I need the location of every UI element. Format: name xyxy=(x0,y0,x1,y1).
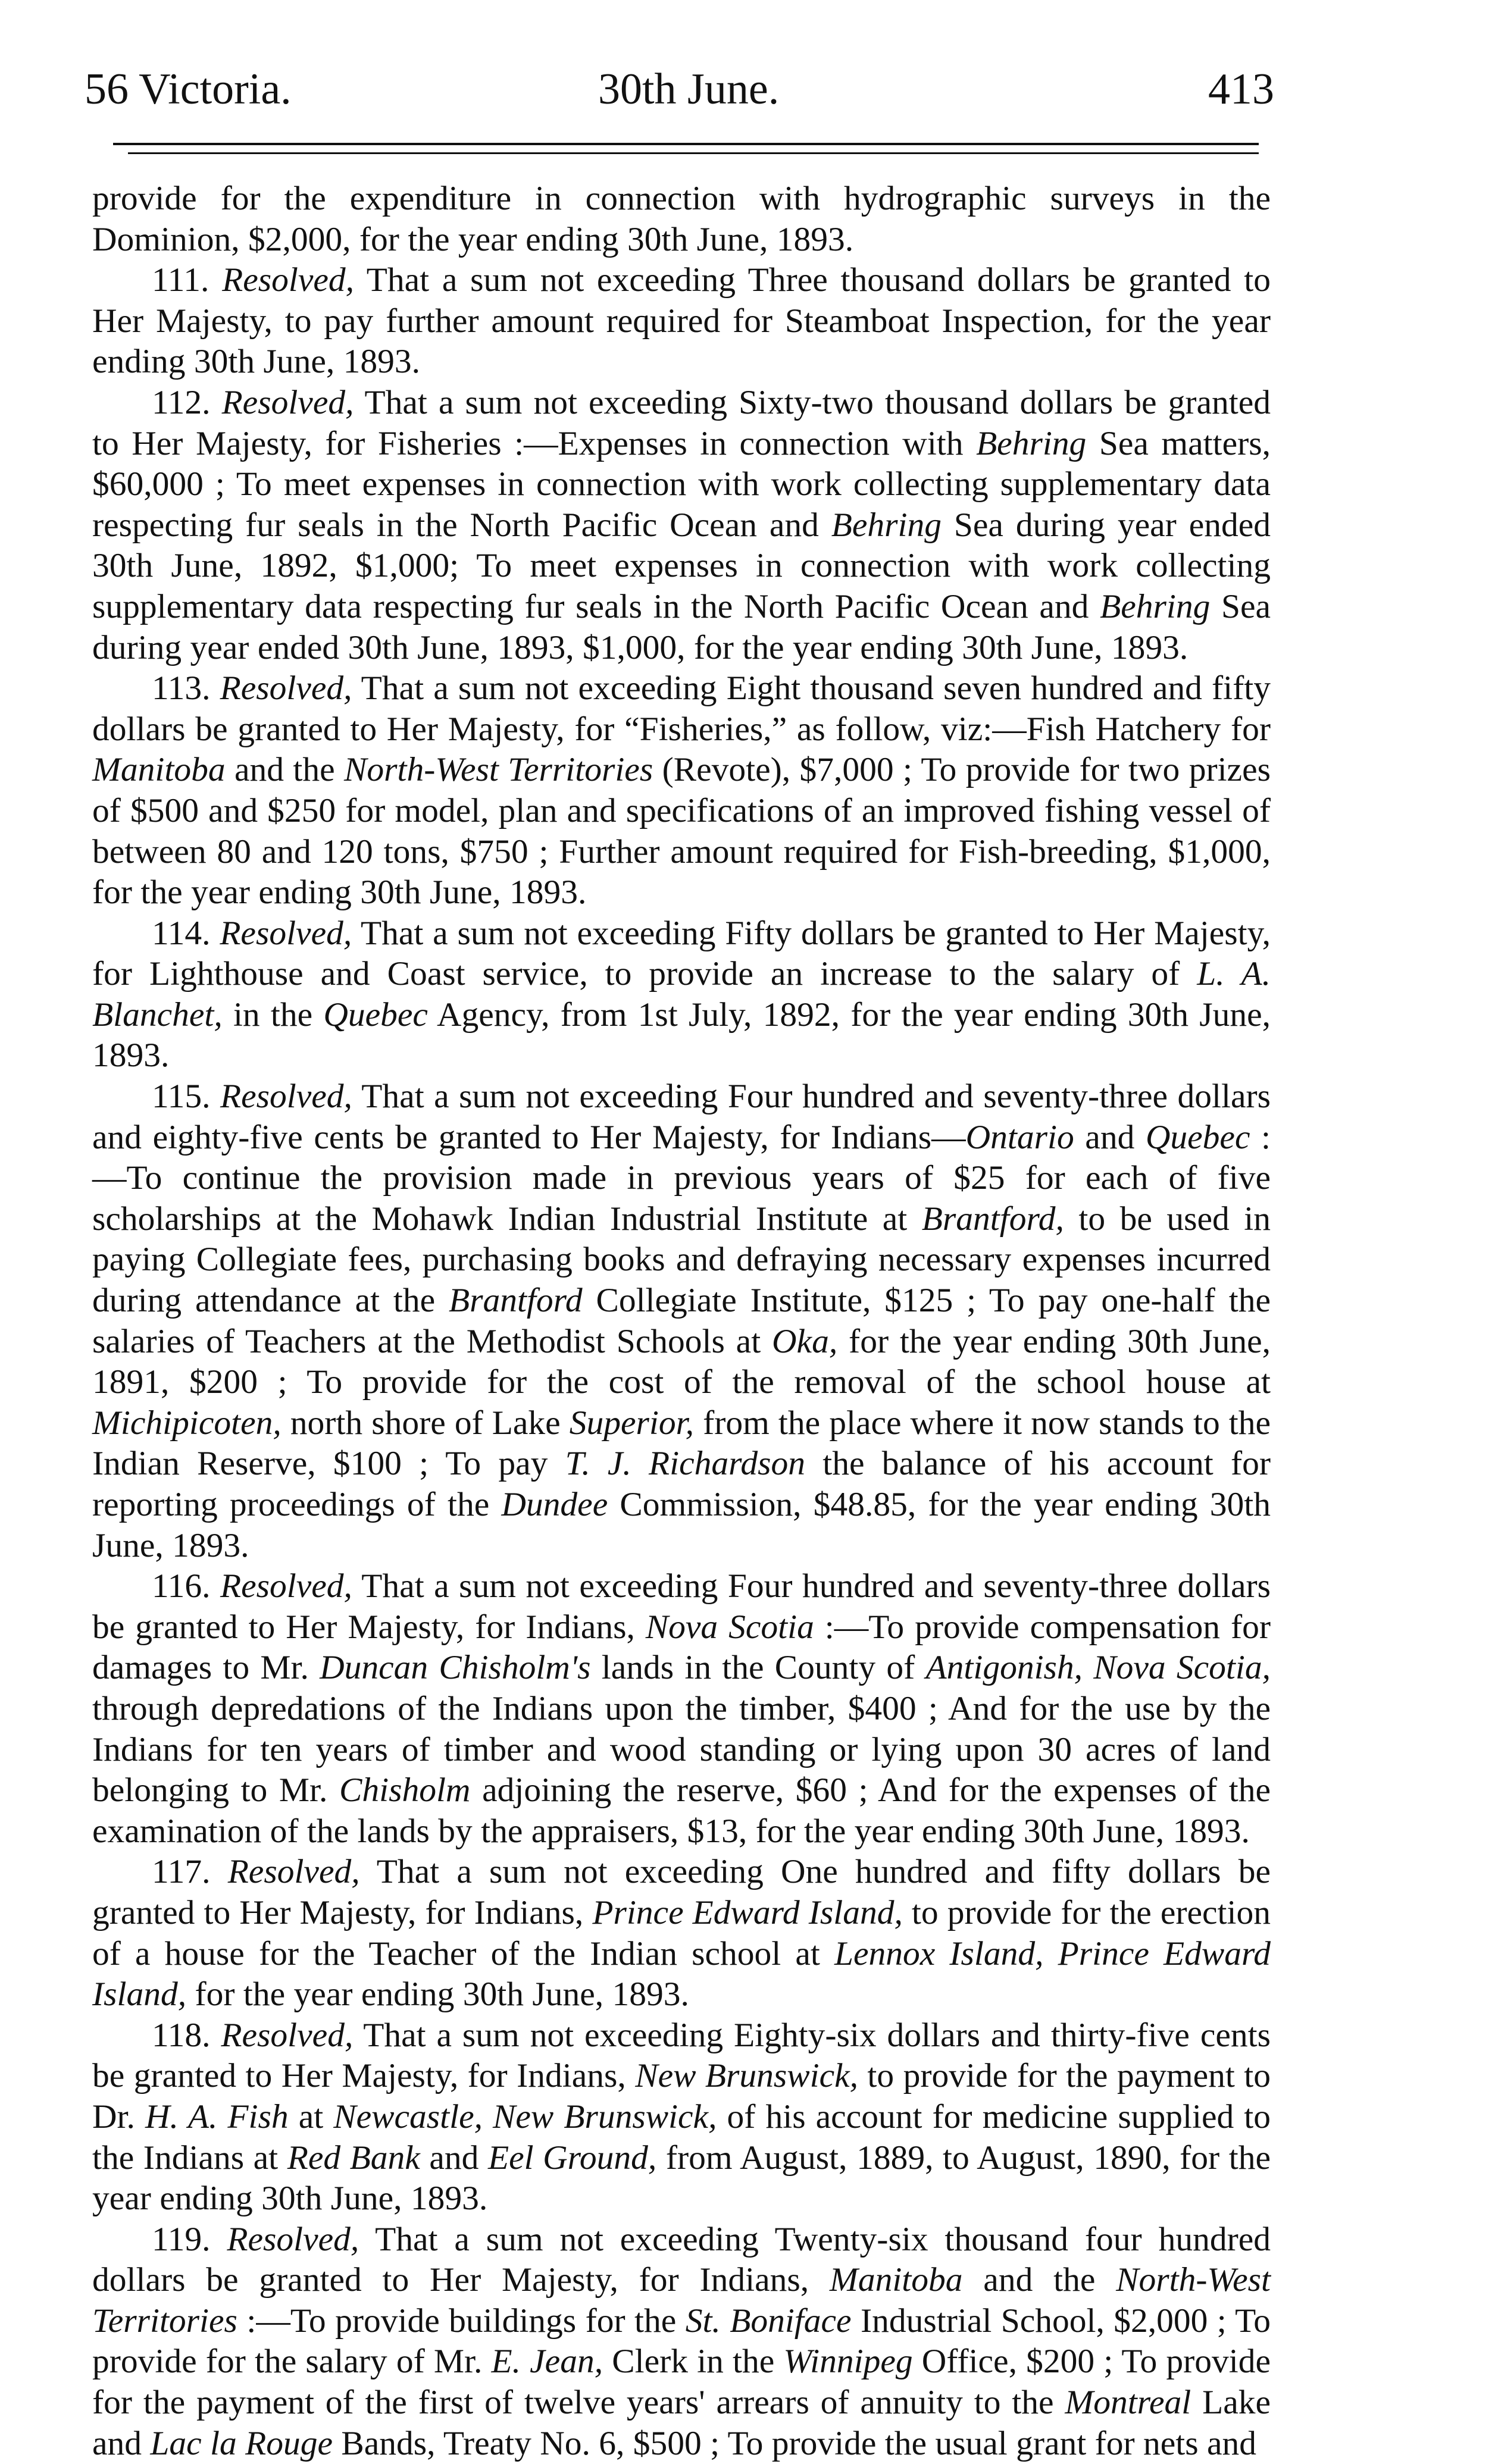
italic-phrase: Brantford, xyxy=(921,1200,1064,1238)
italic-phrase: Newcastle, New Brunswick, xyxy=(333,2097,717,2136)
italic-phrase: Resolved, xyxy=(227,2220,359,2258)
italic-phrase: E. Jean, xyxy=(491,2343,603,2381)
italic-phrase: Superior, xyxy=(569,1404,695,1442)
header-date: 30th June. xyxy=(598,65,780,114)
italic-phrase: Behring xyxy=(831,506,942,544)
body-text xyxy=(92,179,1271,2464)
italic-phrase: Resolved, xyxy=(220,914,352,952)
italic-phrase: Prince Edward Island, xyxy=(592,1893,903,1931)
italic-phrase: Behring xyxy=(1100,587,1211,625)
header-session: 56 Victoria. xyxy=(85,65,292,114)
resolution-116: 116. Resolved, That a sum not exceeding Four hundred and seventy-three dollars be granted to Her Majesty, for Indians, Nova Scotia :—To provide compensation for damages to Mr. Duncan Chisholm's lands in the County of Antigonish, Nova Scotia, through depredations of the Indians upon the timber, $400 ; And for the use by the Indians for ten years of timber and wood standing or lying upon 30 acres of land belonging to Mr. Chisholm adjoining the reserve, $60 ; And for the expenses of the examination of the lands by the appraisers, $13, for the year ending 30th June, 1893. xyxy=(92,1567,1271,1850)
running-header xyxy=(77,60,1274,125)
resolution-111: 111. Resolved, That a sum not exceeding Three thousand dollars be granted to Her Majesty, to pay further amount required for Steamboat Inspection, for the year ending 30th June, 1893. xyxy=(92,261,1271,381)
resolution-112: 112. Resolved, That a sum not exceeding Sixty-two thousand dollars be granted to Her Majesty, for Fisheries :—Expenses in connection with Behring Sea matters, $60,000 ; To meet expenses in connection with work collecting supplementary data respecting fur seals in the North Pacific Ocean and Behring Sea during year ended 30th June, 1892, $1,000; To meet expenses in connection with work collecting supplementary data respecting fur seals in the North Pacific Ocean and Behring Sea during year ended 30th June, 1893, $1,000, for the year ending 30th June, 1893. xyxy=(92,383,1271,666)
header-rule-bottom xyxy=(128,152,1259,154)
italic-phrase: St. Boniface xyxy=(685,2302,852,2340)
italic-phrase: Manitoba xyxy=(829,2261,963,2299)
paragraph-continuation: provide for the expenditure in connection with hydrographic surveys in the Dominion, $2,000, for the year ending 30th June, 1893. xyxy=(92,180,1271,258)
italic-phrase: Red Bank xyxy=(287,2139,420,2177)
italic-phrase: North-West Territories xyxy=(92,2261,1271,2340)
resolution-113: 113. Resolved, That a sum not exceeding Eight thousand seven hundred and fifty dollars be granted to Her Majesty, for “Fisheries,” as follow, viz:—Fish Hatchery for Manitoba and the North-West Territories (Revote), $7,000 ; To provide for two prizes of $500 and $250 for model, plan and specifications of an improved fishing vessel of between 80 and 120 tons, $750 ; Further amount required for Fish-breeding, $1,000, for the year ending 30th June, 1893. xyxy=(92,669,1271,912)
italic-phrase: H. A. Fish xyxy=(145,2097,289,2136)
italic-phrase: North-West Territories xyxy=(344,751,653,789)
resolution-117: 117. Resolved, That a sum not exceeding One hundred and fifty dollars be granted to Her Majesty, for Indians, Prince Edward Island, to provide for the erection of a house for the Teacher of the Indian school at Lennox Island, Prince Edward Island, for the year ending 30th June, 1893. xyxy=(92,1853,1271,2014)
header-rule-top xyxy=(113,143,1259,145)
italic-phrase: Quebec xyxy=(1145,1118,1250,1156)
italic-phrase: Resolved, xyxy=(220,669,352,707)
italic-phrase: Eel Ground, xyxy=(487,2139,657,2177)
italic-phrase: Manitoba xyxy=(92,751,226,789)
italic-phrase: L. A. Blanchet, xyxy=(92,955,1271,1034)
italic-phrase: Chisholm xyxy=(339,1771,471,1809)
italic-phrase: Michipicoten, xyxy=(92,1404,282,1442)
italic-phrase: Resolved, xyxy=(220,1567,352,1605)
italic-phrase: Resolved, xyxy=(227,1853,360,1891)
italic-phrase: Ontario xyxy=(965,1118,1074,1156)
italic-phrase: Lac la Rouge xyxy=(150,2424,333,2462)
italic-phrase: Resolved, xyxy=(222,261,355,299)
italic-phrase: Dundee xyxy=(501,1486,608,1523)
resolution-114: 114. Resolved, That a sum not exceeding Fifty dollars be granted to Her Majesty, for Lighthouse and Coast service, to provide an increase to the salary of L. A. Blanchet, in the Quebec Agency, from 1st July, 1892, for the year ending 30th June, 1893. xyxy=(92,914,1271,1075)
italic-phrase: Resolved, xyxy=(220,1078,352,1116)
resolution-119: 119. Resolved, That a sum not exceeding Twenty-six thousand four hundred dollars be granted to Her Majesty, for Indians, Manitoba and the North-West Territories :—To provide buildings for the St. Boniface Industrial School, $2,000 ; To provide for the salary of Mr. E. Jean, Clerk in the Winnipeg Office, $200 ; To provide for the payment of the first of twelve years' arrears of annuity to the Montreal Lake and Lac la Rouge Bands, Treaty No. 6, $500 ; To provide the usual grant for nets and xyxy=(92,2220,1271,2462)
italic-phrase: T. J. Richardson xyxy=(565,1445,806,1483)
page-number: 413 xyxy=(1208,65,1274,114)
italic-phrase: Antigonish, Nova Scotia, xyxy=(925,1649,1271,1687)
italic-phrase: Oka, xyxy=(772,1322,838,1360)
resolution-118: 118. Resolved, That a sum not exceeding Eighty-six dollars and thirty-five cents be granted to Her Majesty, for Indians, New Brunswick, to provide for the payment to Dr. H. A. Fish at Newcastle, New Brunswick, of his account for medicine supplied to the Indians at Red Bank and Eel Ground, from August, 1889, to August, 1890, for the year ending 30th June, 1893. xyxy=(92,2016,1271,2218)
italic-phrase: Quebec xyxy=(323,995,428,1034)
italic-phrase: Winnipeg xyxy=(783,2343,913,2381)
resolution-115: 115. Resolved, That a sum not exceeding Four hundred and seventy-three dollars and eighty-five cents be granted to Her Majesty, for Indians—Ontario and Quebec :—To continue the provision made in previous years of $25 for each of five scholarships at the Mohawk Indian Industrial Institute at Brantford, to be used in paying Collegiate fees, purchasing books and defraying necessary expenses incurred during attendance at the Brantford Collegiate Institute, $125 ; To pay one-half the salaries of Teachers at the Methodist Schools at Oka, for the year ending 30th June, 1891, $200 ; To provide for the cost of the removal of the school house at Michipicoten, north shore of Lake Superior, from the place where it now stands to the Indian Reserve, $100 ; To pay T. J. Richardson the balance of his account for reporting proceedings of the Dundee Commission, $48.85, for the year ending 30th June, 1893. xyxy=(92,1078,1271,1564)
italic-phrase: Resolved, xyxy=(221,383,354,421)
italic-phrase: Nova Scotia xyxy=(645,1608,814,1646)
italic-phrase: Behring xyxy=(976,424,1087,462)
italic-phrase: New Brunswick, xyxy=(635,2057,858,2095)
italic-phrase: Lennox Island, Prince Edward Island, xyxy=(92,1934,1271,2014)
italic-phrase: Montreal xyxy=(1065,2384,1191,2422)
italic-phrase: Duncan Chisholm's xyxy=(320,1649,591,1687)
italic-phrase: Resolved, xyxy=(221,2016,354,2054)
italic-phrase: Brantford xyxy=(448,1282,583,1320)
